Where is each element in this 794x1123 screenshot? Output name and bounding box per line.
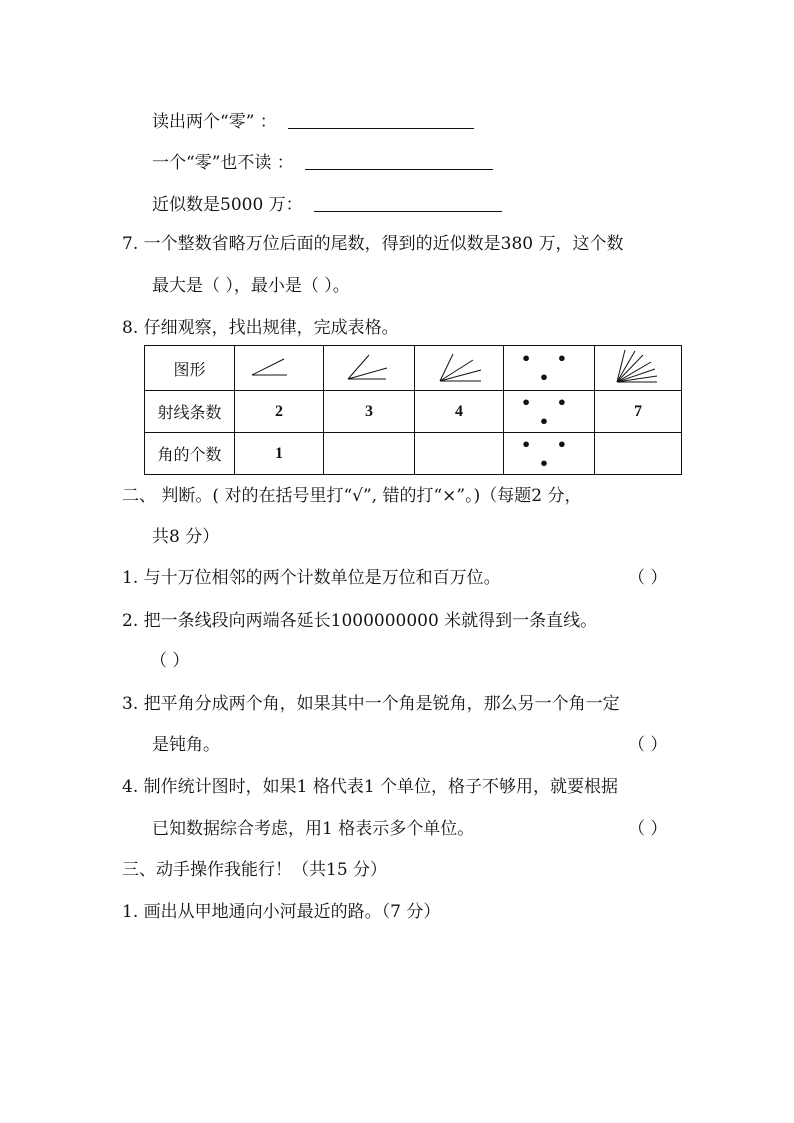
- section-2-heading: 二、 判断。( 对的在括号里打“√”, 错的打“×”。)（每题2 分，: [122, 486, 582, 506]
- angle-figure-2-rays: [235, 346, 324, 391]
- pattern-table: [144, 345, 682, 475]
- row-label-angles: 角的个数: [145, 433, 235, 475]
- rays-cell: 7: [595, 391, 682, 433]
- angles-answer-cell[interactable]: [595, 433, 682, 475]
- judge-answer-1[interactable]: （ ）: [628, 568, 668, 588]
- ellipsis-cell: • • •: [504, 391, 595, 433]
- fill-line-label: 近似数是5000 万：: [152, 195, 303, 215]
- fill-line-approx: [152, 193, 502, 216]
- rays-cell: 3: [324, 391, 415, 433]
- judge-item-1: 1. 与十万位相邻的两个计数单位是万位和百万位。: [122, 568, 501, 588]
- fill-line-label: 一个“零”也不读 ：: [152, 153, 294, 173]
- fill-line-two-zeros: [152, 110, 474, 133]
- judge-item-2: 2. 把一条线段向两端各延长1000000000 米就得到一条直线。: [122, 611, 598, 631]
- fill-line-label: 读出两个“零” ：: [152, 112, 277, 132]
- table-row-figures: [145, 346, 682, 391]
- question-7-line2: 最大是（ ），最小是（ ）。: [152, 276, 350, 296]
- fill-line-no-zero: [152, 151, 493, 174]
- table-row-angles: [145, 433, 682, 475]
- angle-figure-3-rays: [324, 346, 415, 391]
- row-label-rays: 射线条数: [145, 391, 235, 433]
- judge-answer-3[interactable]: （ ）: [628, 735, 668, 755]
- question-7-line1: 7. 一个整数省略万位后面的尾数，得到的近似数是380 万，这个数: [122, 234, 624, 254]
- angle-figure-7-rays: [595, 346, 682, 391]
- answer-blank[interactable]: [305, 151, 493, 170]
- judge-item-3: 3. 把平角分成两个角，如果其中一个角是锐角，那么另一个角一定: [122, 694, 620, 714]
- ellipsis-cell: • • •: [504, 346, 595, 391]
- ellipsis-cell: • • •: [504, 433, 595, 475]
- operation-item-1: 1. 画出从甲地通向小河最近的路。（7 分）: [122, 902, 441, 922]
- angles-cell: 1: [235, 433, 324, 475]
- angle-figure-4-rays: [415, 346, 504, 391]
- answer-blank[interactable]: [314, 193, 502, 212]
- section-3-heading: 三、动手操作我能行！（共15 分）: [122, 860, 388, 880]
- rays-cell: 4: [415, 391, 504, 433]
- question-8: 8. 仔细观察，找出规律，完成表格。: [122, 318, 399, 338]
- judge-answer-4[interactable]: （ ）: [628, 819, 668, 839]
- angles-answer-cell[interactable]: [415, 433, 504, 475]
- answer-blank[interactable]: [288, 110, 474, 129]
- judge-answer-2[interactable]: （ ）: [150, 651, 190, 671]
- judge-item-4-cont: 已知数据综合考虑，用1 格表示多个单位。: [152, 819, 475, 839]
- judge-item-4: 4. 制作统计图时，如果1 格代表1 个单位，格子不够用，就要根据: [122, 777, 619, 797]
- section-2-heading-cont: 共8 分）: [152, 527, 220, 547]
- angles-answer-cell[interactable]: [324, 433, 415, 475]
- table-row-rays: [145, 391, 682, 433]
- judge-item-3-cont: 是钝角。: [152, 735, 220, 755]
- row-label-figure: 图形: [145, 346, 235, 391]
- rays-cell: 2: [235, 391, 324, 433]
